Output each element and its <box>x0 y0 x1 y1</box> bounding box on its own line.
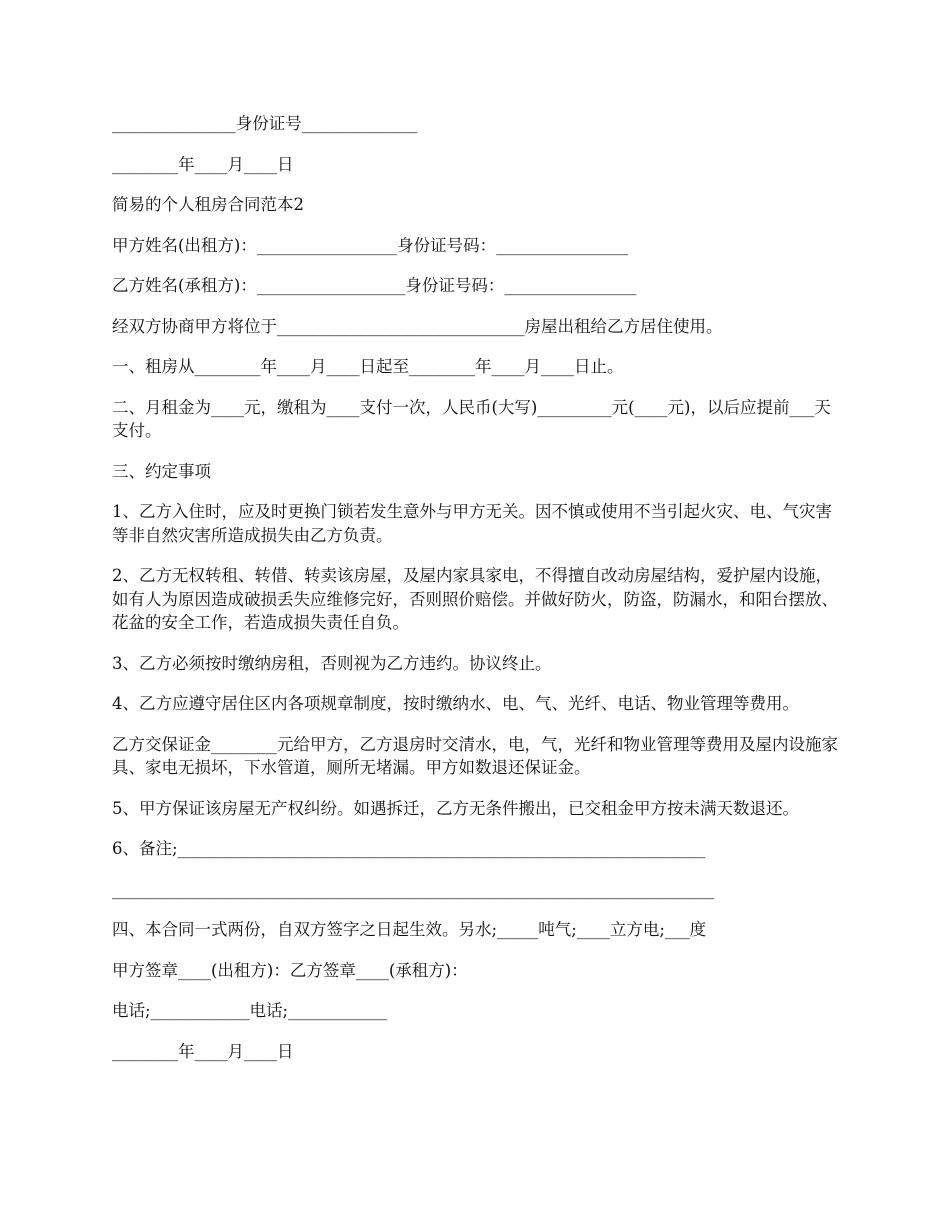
clause-2: 2、乙方无权转租、转借、转卖该房屋，及屋内家具家电，不得擅自改动房屋结构，爱护屋内设施，如有人为原因造成破损丢失应维修完好，否则照价赔偿。并做好防火，防盗，防漏水，和阳台摆放、花盆的安全工作，若造成损失责任自负。 <box>112 566 838 632</box>
date-line: ________年____月____日 <box>112 154 294 174</box>
clause-4: 4、乙方应遵守居住区内各项规章制度，按时缴纳水、电、气、光纤、电话、物业管理等费用。 <box>112 694 799 713</box>
lease-term-clause: 一、租房从________年____月____日起至________年____月____日止。 <box>112 357 624 376</box>
deposit-paragraph: 乙方交保证金________元给甲方，乙方退房时交清水，电，气，光纤和物业管理等费用及屋内设施家具、家电无损坏，下水管道，厕所无堵漏。甲方如数退还保证金。 <box>112 734 838 777</box>
final-date-line: ________年____月____日 <box>112 1041 294 1061</box>
property-location-paragraph: 经双方协商甲方将位于______________________________房屋出租给乙方居住使用。 <box>112 316 723 336</box>
clause-5: 5、甲方保证该房屋无产权纠纷。如遇拆迁，乙方无条件搬出，已交租金甲方按未满天数退还。 <box>112 798 799 818</box>
landlord-info-line: 甲方姓名(出租方)：_________________身份证号码：________________ <box>112 235 629 255</box>
agreed-matters-heading: 三、约定事项 <box>112 461 211 481</box>
effectiveness-clause: 四、本合同一式两份，自双方签字之日起生效。另水;_____吨气;____立方电;___度 <box>112 920 707 939</box>
rent-payment-clause: 二、月租金为____元，缴租为____支付一次，人民币(大写)_________元(____元)，以后应提前___天支付。 <box>112 397 831 440</box>
signature-line: 甲方签章____(出租方)：乙方签章____(承租方)： <box>112 960 468 980</box>
remarks-line: 6、备注;________________________________________________________________ <box>112 839 706 858</box>
id-number-signature-line: _______________身份证号______________ <box>112 114 418 133</box>
clause-3: 3、乙方必须按时缴纳房租，否则视为乙方违约。协议终止。 <box>112 653 552 673</box>
tenant-info-line: 乙方姓名(承租方)：__________________身份证号码：________________ <box>112 276 637 295</box>
contract-body <box>112 112 842 1080</box>
remarks-continuation-line: _________________________________________________________________________ <box>112 879 715 899</box>
phone-line: 电话;____________电话;____________ <box>112 1001 388 1020</box>
contract-title: 简易的个人租房合同范本2 <box>112 195 304 214</box>
clause-1: 1、乙方入住时，应及时更换门锁若发生意外与甲方无关。因不慎或使用不当引起火灾、电、气灾害等非自然灾害所造成损失由乙方负责。 <box>112 502 832 545</box>
